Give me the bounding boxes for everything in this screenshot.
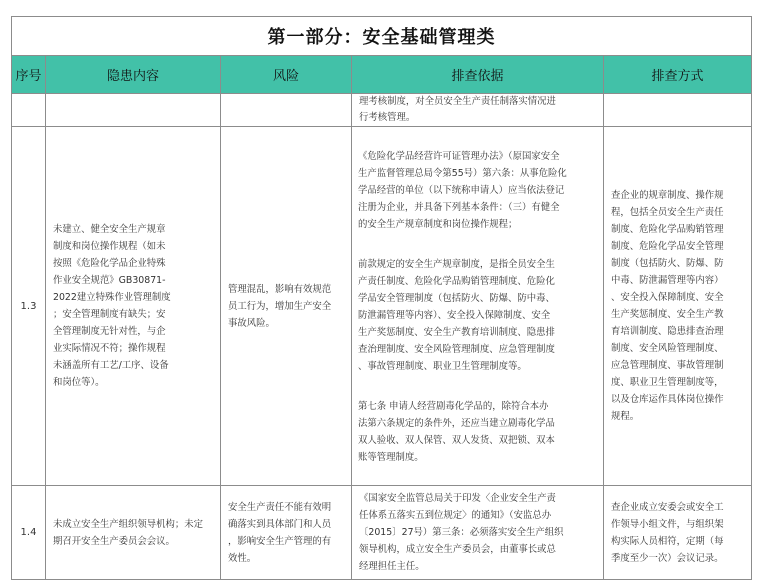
header-method: 排查方式 — [604, 56, 752, 94]
row-risk — [221, 94, 352, 127]
header-hazard: 隐患内容 — [46, 56, 221, 94]
row-hazard: 未建立、健全安全生产规章 制度和岗位操作规程（如未 按照《危险化学品企业特殊 作业安全规范》GB30871- 2022建立特殊作业管理制度 ；安全管理制度有缺失；安 全管理制度无针对性，与企 业实际情况不符；操作规程 未涵盖所有工艺/工序、设备 和岗位等）。 — [46, 127, 221, 486]
row-basis: 《国家安全监管总局关于印发〈企业安全生产责 任体系五落实五到位规定〉的通知》（安监总办 〔2015〕27号）第三条：必须落实安全生产组织 领导机构，成立安全生产委员会，由董事长或总 经理担任主任。 — [352, 486, 604, 580]
row-method: 查企业成立安委会或安全工 作领导小组文件，与组织架 构实际人员相符，定期（每 季度至少一次）会议记录。 — [604, 486, 752, 580]
row-risk: 管理混乱，影响有效规范 员工行为，增加生产安全 事故风险。 — [221, 127, 352, 486]
hazard-checklist-sheet — [11, 16, 751, 572]
header-index: 序号 — [12, 56, 46, 94]
row-hazard — [46, 94, 221, 127]
row-hazard: 未成立安全生产组织领导机构；未定 期召开安全生产委员会会议。 — [46, 486, 221, 580]
header-basis: 排查依据 — [352, 56, 604, 94]
row-basis — [352, 127, 604, 486]
checklist-table — [11, 16, 752, 580]
basis-paragraph: 第七条 申请人经营剧毒化学品的，除符合本办 法第六条规定的条件外，还应当建立剧毒化学品 双人验收、双人保管、双人发货、双把锁、双本 账等管理制度。 — [358, 401, 555, 463]
row-method — [604, 94, 752, 127]
table-row-continuation — [12, 94, 752, 127]
row-index — [12, 94, 46, 127]
header-risk: 风险 — [221, 56, 352, 94]
basis-paragraph: 前款规定的安全生产规章制度，是指全员安全生 产责任制度、危险化学品购销管理制度、危险化 学品安全管理制度（包括防火、防爆、防中毒、 防泄漏管理等内容）、安全投入保障制度、安全 生产奖惩制度、安全生产教育培训制度、隐患排 查治理制度、安全风险管理制度、应急管理制度 、事故管理制度、职业卫生管理制度等。 — [358, 259, 555, 372]
row-risk: 安全生产责任不能有效明 确落实到具体部门和人员 ，影响安全生产管理的有 效性。 — [221, 486, 352, 580]
row-basis: 理考核制度，对全员安全生产责任制落实情况进 行考核管理。 — [352, 94, 604, 127]
table-row — [12, 127, 752, 486]
header-row — [12, 56, 752, 94]
table-row — [12, 486, 752, 580]
row-index: 1.4 — [12, 486, 46, 580]
basis-paragraph: 《危险化学品经营许可证管理办法》（原国家安全 生产监督管理总局令第55号）第六条：从事危险化 学品经营的单位（以下统称申请人）应当依法登记 注册为企业，并具备下列基本条件：（三）有健全 的安全生产规章制度和岗位操作规程； — [358, 151, 567, 230]
row-index: 1.3 — [12, 127, 46, 486]
section-title: 第一部分：安全基础管理类 — [12, 17, 752, 56]
row-method: 查企业的规章制度、操作规 程，包括全员安全生产责任 制度、危险化学品购销管理 制度、危险化学品安全管理 制度（包括防火、防爆、防 中毒、防泄漏管理等内容） 、安全投入保障制度、安全 生产奖惩制度、安全生产教 育培训制度、隐患排查治理 制度、安全风险管理制度、 应急管理制度、事故管理制 度、职业卫生管理制度等， 以及仓库运作具体岗位操作 规程。 — [604, 127, 752, 486]
